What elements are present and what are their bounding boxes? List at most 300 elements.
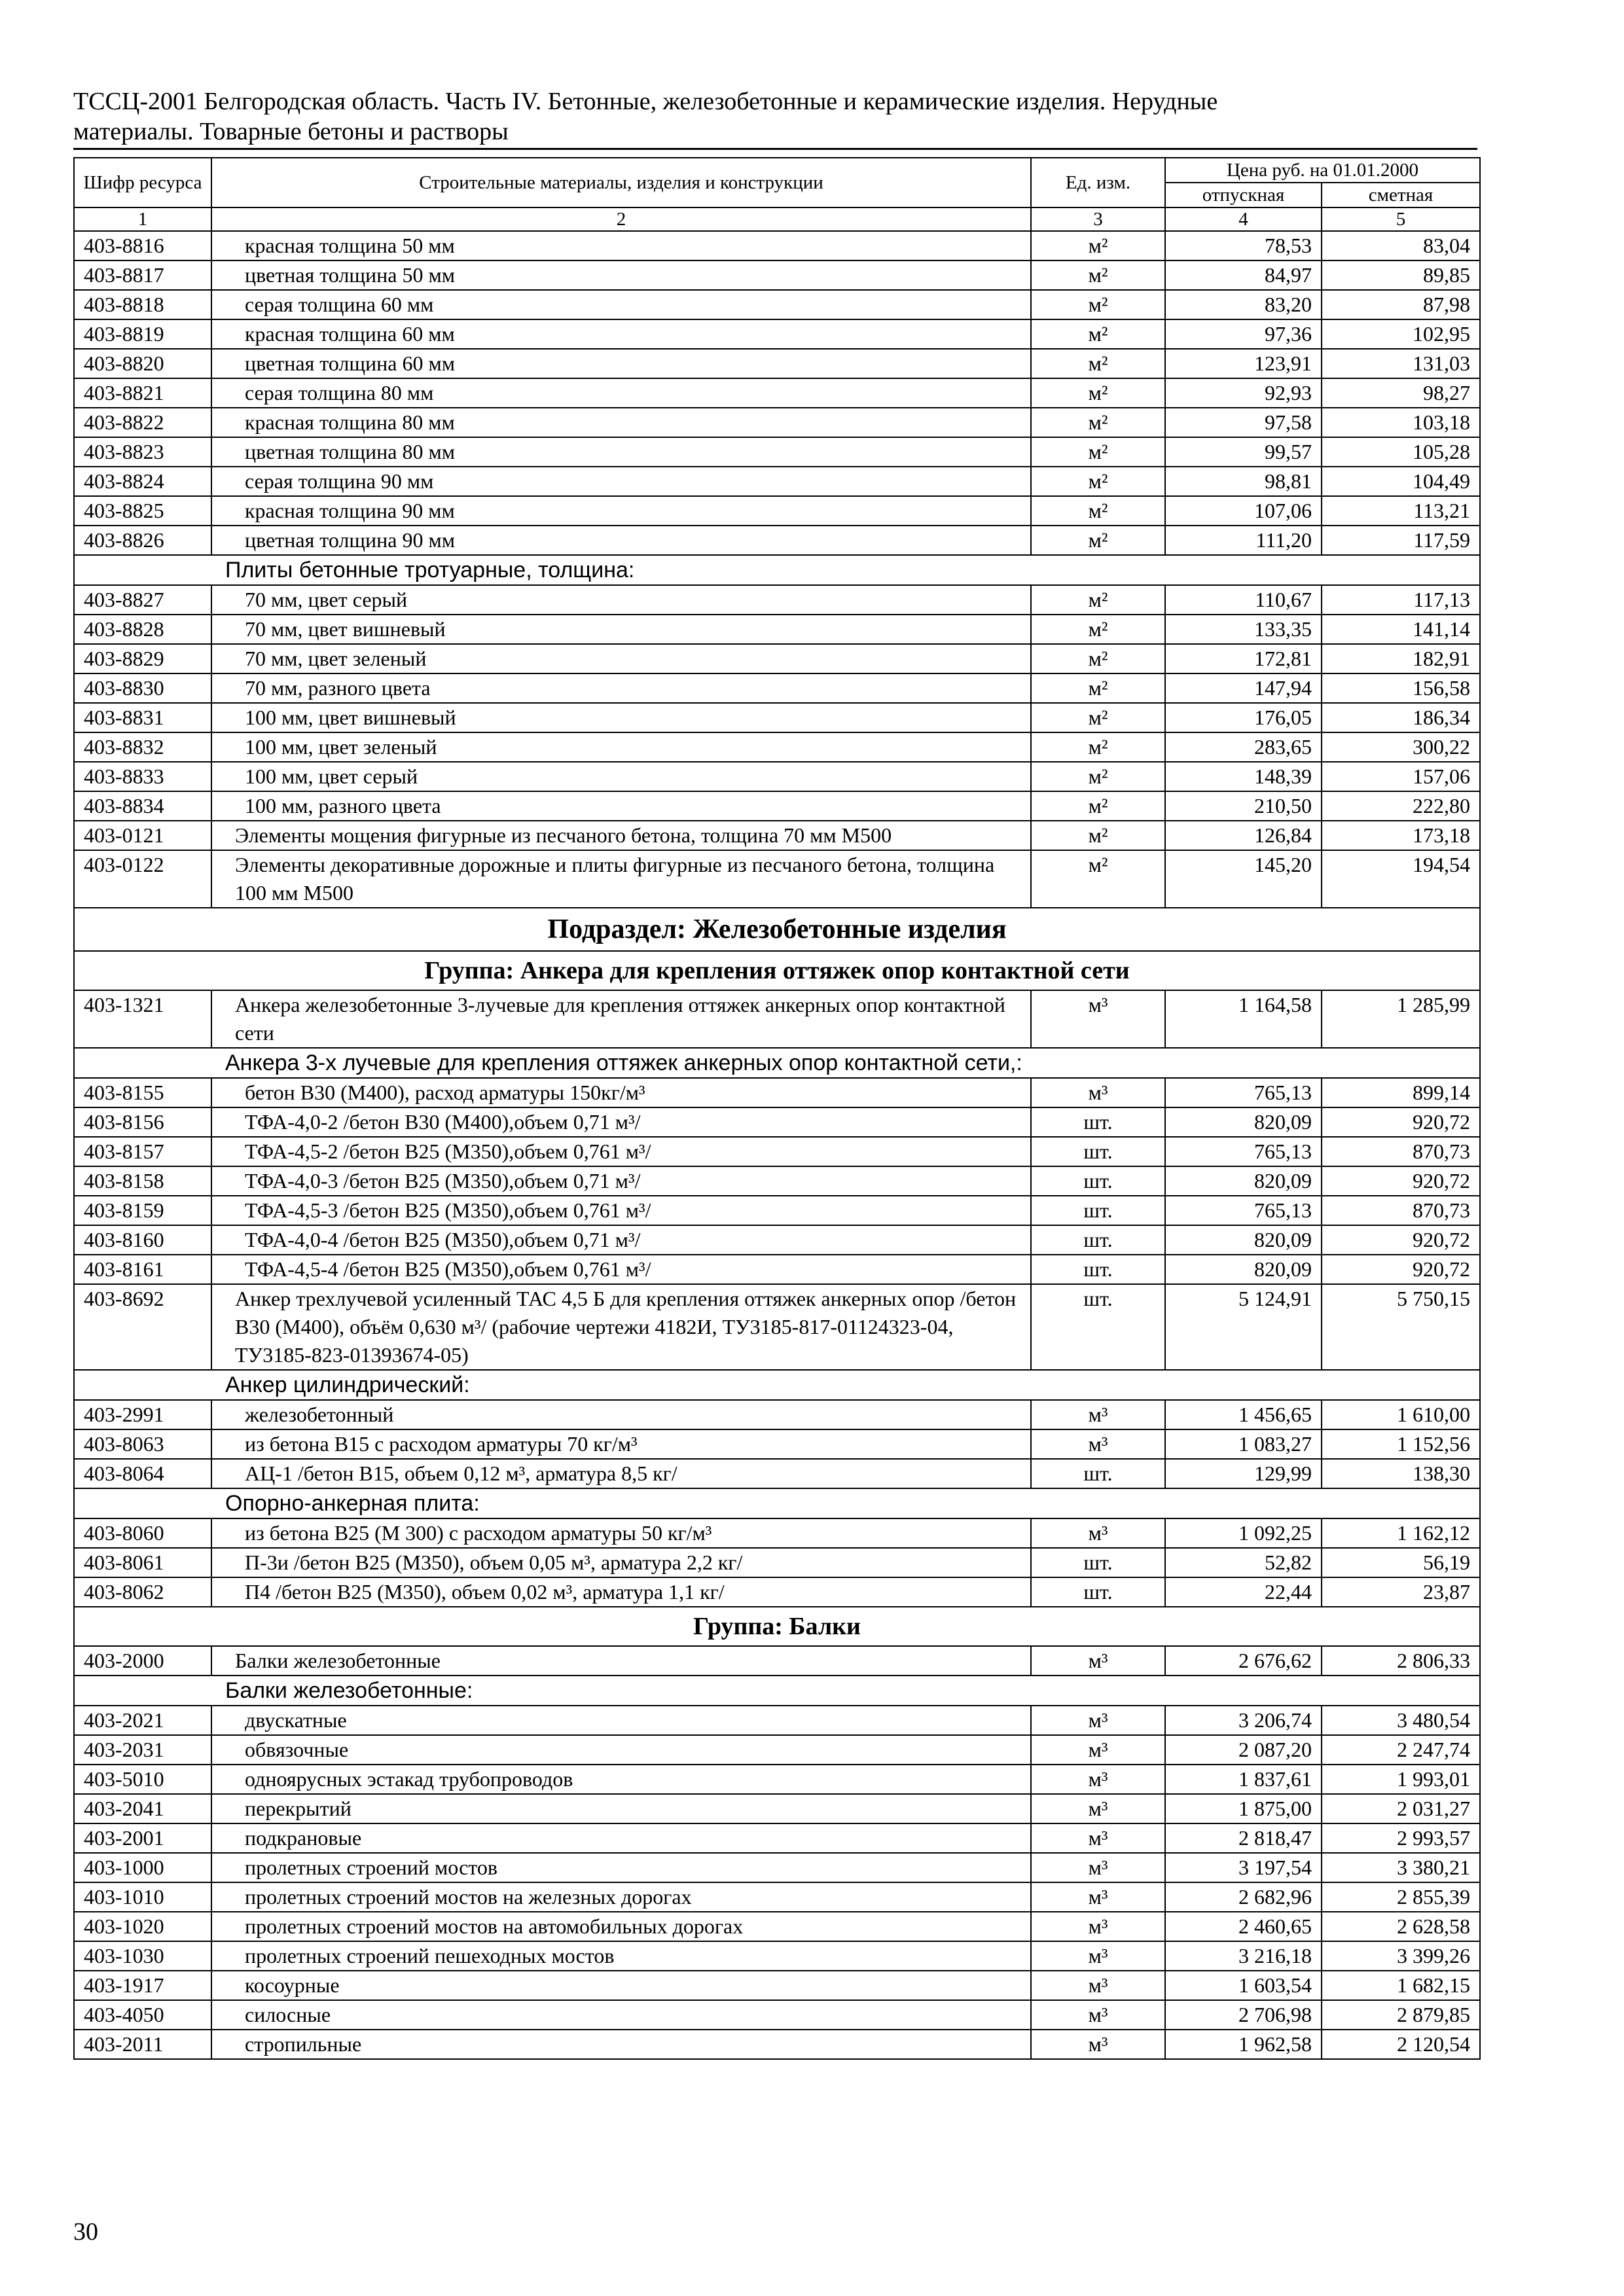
cell-release-price: 1 164,58	[1165, 990, 1322, 1048]
cell-unit: шт.	[1031, 1459, 1165, 1488]
cell-name: цветная толщина 90 мм	[211, 526, 1031, 555]
table-row	[74, 1284, 1480, 1370]
table-row	[74, 990, 1480, 1048]
col-header-name: Строительные материалы, изделия и конструкции	[211, 158, 1031, 207]
cell-name: Элементы мощения фигурные из песчаного бетона, толщина 70 мм М500	[211, 821, 1031, 850]
cell-unit: шт.	[1031, 1577, 1165, 1607]
cell-name: из бетона В25 (М 300) с расходом арматуры 50 кг/м³	[211, 1518, 1031, 1548]
cell-release-price: 1 962,58	[1165, 2030, 1322, 2059]
cell-release-price: 83,20	[1165, 290, 1322, 319]
cell-estimate-price: 23,87	[1322, 1577, 1480, 1607]
cell-unit: шт.	[1031, 1255, 1165, 1284]
cell-unit: м³	[1031, 1912, 1165, 1941]
cell-code: 403-2001	[74, 1823, 211, 1853]
cell-name: косоурные	[211, 1971, 1031, 2000]
cell-unit: м²	[1031, 260, 1165, 290]
cell-unit: м³	[1031, 1646, 1165, 1676]
cell-name: бетон В30 (М400), расход арматуры 150кг/м³	[211, 1078, 1031, 1107]
cell-release-price: 99,57	[1165, 437, 1322, 467]
cell-name: ТФА-4,5-3 /бетон В25 (М350),объем 0,761 м³/	[211, 1196, 1031, 1225]
cell-unit: м²	[1031, 791, 1165, 821]
cell-estimate-price: 98,27	[1322, 378, 1480, 408]
cell-release-price: 3 216,18	[1165, 1941, 1322, 1971]
cell-code: 403-2000	[74, 1646, 211, 1676]
cell-estimate-price: 5 750,15	[1322, 1284, 1480, 1370]
cell-code: 403-1030	[74, 1941, 211, 1971]
cell-code: 403-0121	[74, 821, 211, 850]
cell-unit: м²	[1031, 349, 1165, 378]
cell-estimate-price: 2 806,33	[1322, 1646, 1480, 1676]
cell-release-price: 210,50	[1165, 791, 1322, 821]
cell-name: цветная толщина 50 мм	[211, 260, 1031, 290]
cell-code: 403-8692	[74, 1284, 211, 1370]
cell-code: 403-8156	[74, 1107, 211, 1137]
table-row	[74, 1646, 1480, 1676]
cell-release-price: 133,35	[1165, 615, 1322, 644]
cell-release-price: 84,97	[1165, 260, 1322, 290]
cell-unit: шт.	[1031, 1225, 1165, 1255]
cell-code: 403-1321	[74, 990, 211, 1048]
cell-name: пролетных строений мостов	[211, 1853, 1031, 1882]
cell-name: Анкера железобетонные 3-лучевые для крепления оттяжек анкерных опор контактной сети	[211, 990, 1031, 1048]
table-row	[74, 644, 1480, 673]
cell-estimate-price: 103,18	[1322, 408, 1480, 437]
cell-name: ТФА-4,0-2 /бетон В30 (М400),объем 0,71 м³/	[211, 1107, 1031, 1137]
cell-estimate-price: 157,06	[1322, 762, 1480, 791]
cell-unit: м³	[1031, 1429, 1165, 1459]
cell-release-price: 148,39	[1165, 762, 1322, 791]
table-row	[74, 1166, 1480, 1196]
header-line-2: материалы. Товарные бетоны и растворы	[73, 118, 509, 145]
cell-name: 70 мм, цвет зеленый	[211, 644, 1031, 673]
subheading-text: Анкер цилиндрический:	[74, 1370, 1480, 1400]
cell-code: 403-8821	[74, 378, 211, 408]
cell-estimate-price: 131,03	[1322, 349, 1480, 378]
table-row	[74, 1794, 1480, 1823]
cell-unit: м²	[1031, 732, 1165, 762]
cell-estimate-price: 156,58	[1322, 673, 1480, 703]
cell-name: ТФА-4,5-4 /бетон В25 (М350),объем 0,761 м³/	[211, 1255, 1031, 1284]
page-header	[73, 86, 1477, 150]
table-row	[74, 1518, 1480, 1548]
cell-code: 403-8816	[74, 231, 211, 260]
cell-unit: м³	[1031, 1735, 1165, 1765]
header-line-1: ТССЦ-2001 Белгородская область. Часть IV. Бетонные, железобетонные и керамические изделия. Нерудные	[73, 88, 1218, 115]
cell-unit: м²	[1031, 585, 1165, 615]
cell-estimate-price: 2 993,57	[1322, 1823, 1480, 1853]
table-row	[74, 1548, 1480, 1577]
table-body	[74, 231, 1480, 2059]
cell-name: 100 мм, цвет вишневый	[211, 703, 1031, 732]
table-row	[74, 1137, 1480, 1166]
cell-release-price: 2 818,47	[1165, 1823, 1322, 1853]
cell-unit: м³	[1031, 1971, 1165, 2000]
cell-code: 403-2041	[74, 1794, 211, 1823]
cell-name: Балки железобетонные	[211, 1646, 1031, 1676]
table-row	[74, 1078, 1480, 1107]
cell-estimate-price: 138,30	[1322, 1459, 1480, 1488]
cell-estimate-price: 870,73	[1322, 1196, 1480, 1225]
cell-name: цветная толщина 60 мм	[211, 349, 1031, 378]
cell-estimate-price: 105,28	[1322, 437, 1480, 467]
cell-estimate-price: 56,19	[1322, 1548, 1480, 1577]
cell-release-price: 1 875,00	[1165, 1794, 1322, 1823]
subheading-row	[74, 1370, 1480, 1400]
cell-release-price: 765,13	[1165, 1137, 1322, 1166]
cell-estimate-price: 870,73	[1322, 1137, 1480, 1166]
cell-unit: м³	[1031, 1078, 1165, 1107]
table-row	[74, 1971, 1480, 2000]
cell-code: 403-8060	[74, 1518, 211, 1548]
cell-name: из бетона В15 с расходом арматуры 70 кг/м³	[211, 1429, 1031, 1459]
table-row	[74, 1429, 1480, 1459]
cell-name: серая толщина 60 мм	[211, 290, 1031, 319]
table-row	[74, 615, 1480, 644]
cell-estimate-price: 2 247,74	[1322, 1735, 1480, 1765]
cell-code: 403-8830	[74, 673, 211, 703]
cell-unit: м³	[1031, 1853, 1165, 1882]
cell-estimate-price: 920,72	[1322, 1225, 1480, 1255]
table-row	[74, 2000, 1480, 2030]
cell-estimate-price: 2 120,54	[1322, 2030, 1480, 2059]
cell-code: 403-5010	[74, 1765, 211, 1794]
table-row	[74, 260, 1480, 290]
col-header-release: отпускная	[1165, 183, 1322, 207]
table-row	[74, 467, 1480, 496]
subheading-row	[74, 1676, 1480, 1706]
cell-unit: м³	[1031, 1400, 1165, 1429]
cell-unit: м²	[1031, 762, 1165, 791]
cell-release-price: 52,82	[1165, 1548, 1322, 1577]
table-row	[74, 437, 1480, 467]
cell-code: 403-8818	[74, 290, 211, 319]
table-row	[74, 1577, 1480, 1607]
cell-release-price: 147,94	[1165, 673, 1322, 703]
cell-name: пролетных строений пешеходных мостов	[211, 1941, 1031, 1971]
cell-release-price: 765,13	[1165, 1078, 1322, 1107]
cell-release-price: 2 087,20	[1165, 1735, 1322, 1765]
table-row	[74, 791, 1480, 821]
cell-code: 403-8061	[74, 1548, 211, 1577]
cell-unit: м²	[1031, 378, 1165, 408]
cell-estimate-price: 1 162,12	[1322, 1518, 1480, 1548]
cell-release-price: 283,65	[1165, 732, 1322, 762]
cell-unit: м³	[1031, 2030, 1165, 2059]
cell-code: 403-8064	[74, 1459, 211, 1488]
cell-name: цветная толщина 80 мм	[211, 437, 1031, 467]
cell-estimate-price: 3 399,26	[1322, 1941, 1480, 1971]
cell-name: серая толщина 90 мм	[211, 467, 1031, 496]
cell-unit: м³	[1031, 1706, 1165, 1735]
cell-name: П-3и /бетон В25 (М350), объем 0,05 м³, арматура 2,2 кг/	[211, 1548, 1031, 1577]
cell-release-price: 111,20	[1165, 526, 1322, 555]
cell-name: железобетонный	[211, 1400, 1031, 1429]
table-row	[74, 1196, 1480, 1225]
table-row	[74, 1823, 1480, 1853]
cell-unit: м²	[1031, 821, 1165, 850]
cell-release-price: 820,09	[1165, 1107, 1322, 1137]
table-row	[74, 850, 1480, 908]
cell-name: красная толщина 60 мм	[211, 319, 1031, 349]
cell-code: 403-8834	[74, 791, 211, 821]
cell-estimate-price: 104,49	[1322, 467, 1480, 496]
cell-unit: м²	[1031, 290, 1165, 319]
cell-estimate-price: 222,80	[1322, 791, 1480, 821]
section-title: Подраздел: Железобетонные изделия	[74, 908, 1480, 951]
cell-unit: шт.	[1031, 1548, 1165, 1577]
table-row	[74, 2030, 1480, 2059]
subheading-text: Балки железобетонные:	[74, 1676, 1480, 1706]
cell-estimate-price: 1 285,99	[1322, 990, 1480, 1048]
cell-release-price: 3 197,54	[1165, 1853, 1322, 1882]
cell-code: 403-8819	[74, 319, 211, 349]
cell-code: 403-4050	[74, 2000, 211, 2030]
cell-unit: м³	[1031, 2000, 1165, 2030]
cell-name: красная толщина 50 мм	[211, 231, 1031, 260]
cell-name: красная толщина 90 мм	[211, 496, 1031, 526]
table-row	[74, 732, 1480, 762]
price-table-container	[73, 157, 1479, 2060]
cell-code: 403-8832	[74, 732, 211, 762]
subheading-text: Плиты бетонные тротуарные, толщина:	[74, 555, 1480, 585]
table-row	[74, 378, 1480, 408]
cell-release-price: 97,36	[1165, 319, 1322, 349]
cell-unit: м²	[1031, 231, 1165, 260]
table-row	[74, 1225, 1480, 1255]
table-row	[74, 1941, 1480, 1971]
cell-release-price: 92,93	[1165, 378, 1322, 408]
cell-release-price: 2 706,98	[1165, 2000, 1322, 2030]
cell-code: 403-8159	[74, 1196, 211, 1225]
cell-code: 403-8158	[74, 1166, 211, 1196]
table-row	[74, 290, 1480, 319]
cell-release-price: 1 083,27	[1165, 1429, 1322, 1459]
table-row	[74, 1706, 1480, 1735]
cell-code: 403-8063	[74, 1429, 211, 1459]
cell-estimate-price: 89,85	[1322, 260, 1480, 290]
table-row	[74, 526, 1480, 555]
cell-unit: м³	[1031, 990, 1165, 1048]
table-row	[74, 1765, 1480, 1794]
price-table	[73, 157, 1481, 2060]
cell-name: 70 мм, цвет серый	[211, 585, 1031, 615]
table-row	[74, 762, 1480, 791]
cell-release-price: 126,84	[1165, 821, 1322, 850]
cell-release-price: 22,44	[1165, 1577, 1322, 1607]
table-row	[74, 703, 1480, 732]
cell-code: 403-8829	[74, 644, 211, 673]
cell-code: 403-8817	[74, 260, 211, 290]
subheading-row	[74, 1488, 1480, 1518]
cell-estimate-price: 920,72	[1322, 1166, 1480, 1196]
subheading-row	[74, 1048, 1480, 1078]
table-row	[74, 349, 1480, 378]
cell-code: 403-2021	[74, 1706, 211, 1735]
cell-estimate-price: 2 855,39	[1322, 1882, 1480, 1912]
cell-estimate-price: 3 480,54	[1322, 1706, 1480, 1735]
cell-estimate-price: 117,59	[1322, 526, 1480, 555]
group-title: Группа: Балки	[74, 1607, 1480, 1646]
cell-release-price: 820,09	[1165, 1225, 1322, 1255]
cell-name: Анкер трехлучевой усиленный ТАС 4,5 Б для крепления оттяжек анкерных опор /бетон В30 (М400), объём 0,630 м³/ (рабочие чертежи 4182И, ТУ3185-817-01124323-04, ТУ3185-823-01393674-05)	[211, 1284, 1031, 1370]
cell-release-price: 1 456,65	[1165, 1400, 1322, 1429]
subheading-row	[74, 555, 1480, 585]
cell-release-price: 176,05	[1165, 703, 1322, 732]
cell-unit: м³	[1031, 1823, 1165, 1853]
cell-code: 403-8831	[74, 703, 211, 732]
cell-release-price: 2 682,96	[1165, 1882, 1322, 1912]
page-number: 30	[73, 2218, 98, 2246]
cell-release-price: 110,67	[1165, 585, 1322, 615]
cell-name: 100 мм, разного цвета	[211, 791, 1031, 821]
cell-name: 100 мм, цвет серый	[211, 762, 1031, 791]
col-number-4: 4	[1165, 207, 1322, 231]
cell-release-price: 2 460,65	[1165, 1912, 1322, 1941]
cell-name: 100 мм, цвет зеленый	[211, 732, 1031, 762]
cell-estimate-price: 117,13	[1322, 585, 1480, 615]
cell-code: 403-8160	[74, 1225, 211, 1255]
cell-code: 403-8825	[74, 496, 211, 526]
cell-code: 403-8157	[74, 1137, 211, 1166]
cell-release-price: 145,20	[1165, 850, 1322, 908]
cell-release-price: 1 837,61	[1165, 1765, 1322, 1794]
cell-estimate-price: 141,14	[1322, 615, 1480, 644]
cell-unit: м²	[1031, 467, 1165, 496]
group-title: Группа: Анкера для крепления оттяжек опор контактной сети	[74, 951, 1480, 990]
cell-estimate-price: 182,91	[1322, 644, 1480, 673]
cell-unit: м²	[1031, 703, 1165, 732]
table-row	[74, 1255, 1480, 1284]
cell-name: серая толщина 80 мм	[211, 378, 1031, 408]
cell-name: АЦ-1 /бетон В15, объем 0,12 м³, арматура 8,5 кг/	[211, 1459, 1031, 1488]
cell-code: 403-1917	[74, 1971, 211, 2000]
cell-unit: м²	[1031, 526, 1165, 555]
cell-estimate-price: 1 682,15	[1322, 1971, 1480, 2000]
table-row	[74, 1107, 1480, 1137]
cell-release-price: 3 206,74	[1165, 1706, 1322, 1735]
cell-code: 403-8824	[74, 467, 211, 496]
table-row	[74, 1912, 1480, 1941]
cell-unit: шт.	[1031, 1284, 1165, 1370]
cell-code: 403-2011	[74, 2030, 211, 2059]
col-number-5: 5	[1322, 207, 1480, 231]
col-number-3: 3	[1031, 207, 1165, 231]
cell-code: 403-8828	[74, 615, 211, 644]
table-row	[74, 496, 1480, 526]
cell-unit: м²	[1031, 850, 1165, 908]
cell-release-price: 107,06	[1165, 496, 1322, 526]
cell-unit: шт.	[1031, 1166, 1165, 1196]
cell-code: 403-2991	[74, 1400, 211, 1429]
cell-release-price: 123,91	[1165, 349, 1322, 378]
col-number-2: 2	[211, 207, 1031, 231]
cell-estimate-price: 899,14	[1322, 1078, 1480, 1107]
cell-release-price: 78,53	[1165, 231, 1322, 260]
cell-code: 403-8823	[74, 437, 211, 467]
cell-release-price: 2 676,62	[1165, 1646, 1322, 1676]
cell-estimate-price: 173,18	[1322, 821, 1480, 850]
cell-code: 403-1020	[74, 1912, 211, 1941]
cell-name: П4 /бетон В25 (М350), объем 0,02 м³, арматура 1,1 кг/	[211, 1577, 1031, 1607]
cell-code: 403-8820	[74, 349, 211, 378]
cell-estimate-price: 1 993,01	[1322, 1765, 1480, 1794]
cell-release-price: 172,81	[1165, 644, 1322, 673]
table-row	[74, 1735, 1480, 1765]
cell-unit: шт.	[1031, 1107, 1165, 1137]
cell-estimate-price: 1 152,56	[1322, 1429, 1480, 1459]
cell-unit: м³	[1031, 1518, 1165, 1548]
cell-estimate-price: 920,72	[1322, 1255, 1480, 1284]
cell-unit: м³	[1031, 1941, 1165, 1971]
cell-code: 403-1010	[74, 1882, 211, 1912]
cell-estimate-price: 2 628,58	[1322, 1912, 1480, 1941]
cell-release-price: 820,09	[1165, 1255, 1322, 1284]
cell-code: 403-1000	[74, 1853, 211, 1882]
table-head	[74, 158, 1480, 231]
cell-code: 403-0122	[74, 850, 211, 908]
subheading-text: Анкера 3-х лучевые для крепления оттяжек анкерных опор контактной сети,:	[74, 1048, 1480, 1078]
table-row	[74, 408, 1480, 437]
cell-estimate-price: 3 380,21	[1322, 1853, 1480, 1882]
table-row	[74, 821, 1480, 850]
cell-unit: м²	[1031, 408, 1165, 437]
cell-name: одноярусных эстакад трубопроводов	[211, 1765, 1031, 1794]
cell-estimate-price: 920,72	[1322, 1107, 1480, 1137]
cell-estimate-price: 186,34	[1322, 703, 1480, 732]
cell-code: 403-8822	[74, 408, 211, 437]
col-number-1: 1	[74, 207, 211, 231]
table-row	[74, 1882, 1480, 1912]
cell-estimate-price: 102,95	[1322, 319, 1480, 349]
cell-release-price: 129,99	[1165, 1459, 1322, 1488]
cell-unit: шт.	[1031, 1137, 1165, 1166]
cell-unit: м³	[1031, 1882, 1165, 1912]
cell-estimate-price: 113,21	[1322, 496, 1480, 526]
cell-code: 403-8155	[74, 1078, 211, 1107]
cell-release-price: 1 603,54	[1165, 1971, 1322, 2000]
cell-release-price: 5 124,91	[1165, 1284, 1322, 1370]
cell-estimate-price: 2 879,85	[1322, 2000, 1480, 2030]
cell-estimate-price: 87,98	[1322, 290, 1480, 319]
cell-name: Элементы декоративные дорожные и плиты фигурные из песчаного бетона, толщина 100 мм М500	[211, 850, 1031, 908]
cell-code: 403-8826	[74, 526, 211, 555]
col-header-code: Шифр ресурса	[74, 158, 211, 207]
cell-unit: шт.	[1031, 1196, 1165, 1225]
table-row	[74, 319, 1480, 349]
cell-estimate-price: 2 031,27	[1322, 1794, 1480, 1823]
cell-name: красная толщина 80 мм	[211, 408, 1031, 437]
cell-code: 403-2031	[74, 1735, 211, 1765]
cell-estimate-price: 83,04	[1322, 231, 1480, 260]
cell-unit: м²	[1031, 496, 1165, 526]
cell-code: 403-8833	[74, 762, 211, 791]
cell-name: ТФА-4,5-2 /бетон В25 (М350),объем 0,761 м³/	[211, 1137, 1031, 1166]
cell-unit: м²	[1031, 319, 1165, 349]
table-row	[74, 585, 1480, 615]
cell-name: 70 мм, цвет вишневый	[211, 615, 1031, 644]
subheading-text: Опорно-анкерная плита:	[74, 1488, 1480, 1518]
section-row	[74, 908, 1480, 951]
cell-estimate-price: 300,22	[1322, 732, 1480, 762]
col-header-unit: Ед. изм.	[1031, 158, 1165, 207]
cell-unit: м³	[1031, 1765, 1165, 1794]
col-header-estimate: сметная	[1322, 183, 1480, 207]
cell-name: 70 мм, разного цвета	[211, 673, 1031, 703]
cell-name: пролетных строений мостов на железных дорогах	[211, 1882, 1031, 1912]
cell-unit: м²	[1031, 644, 1165, 673]
cell-name: двускатные	[211, 1706, 1031, 1735]
table-row	[74, 231, 1480, 260]
